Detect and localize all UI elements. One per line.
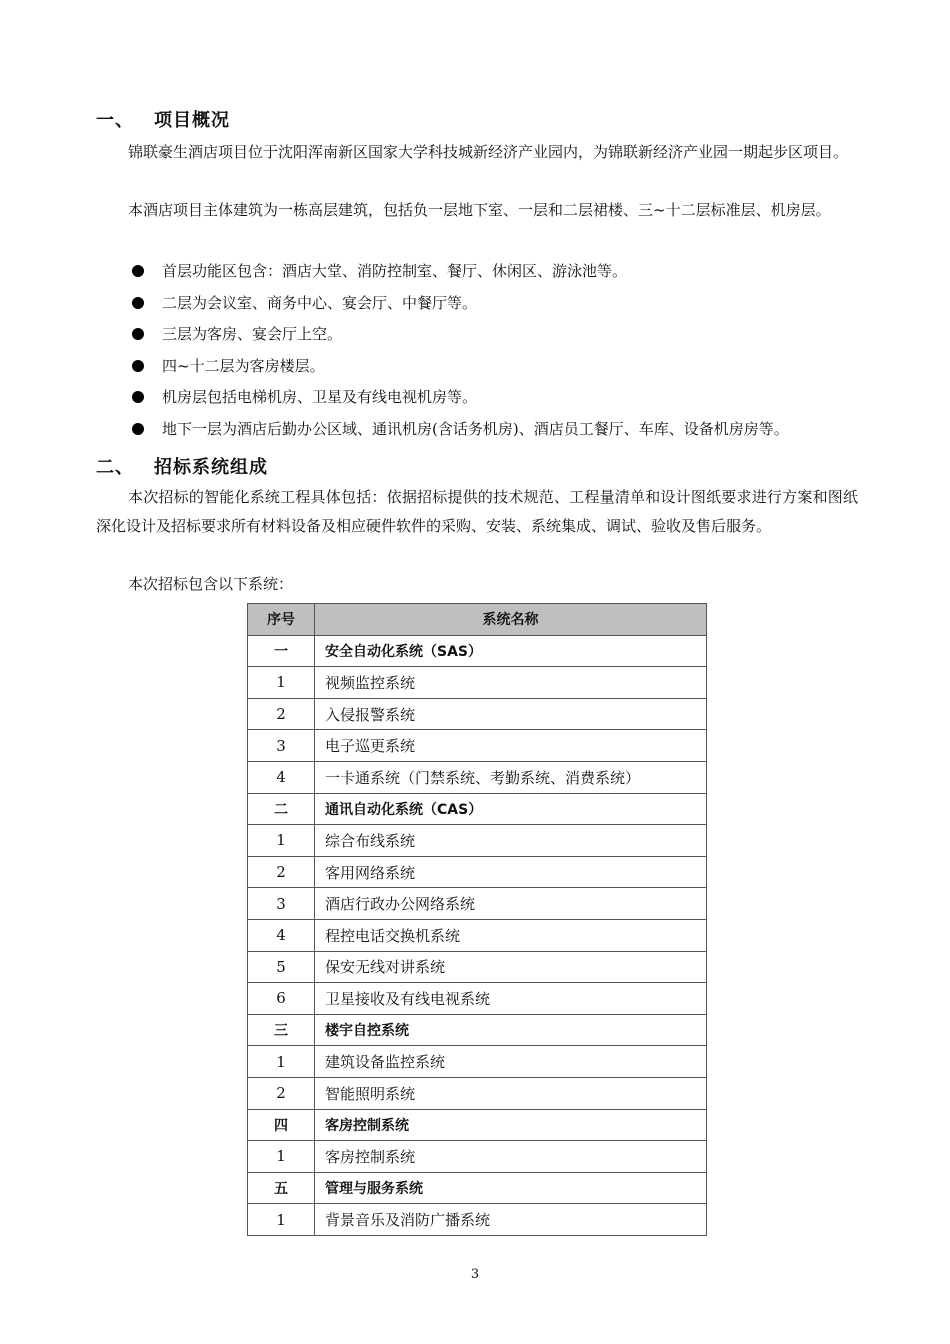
section-number: 一、 [96, 110, 134, 131]
table-row [248, 1046, 707, 1078]
table-group-row [248, 793, 707, 825]
system-name: 通讯自动化系统（CAS） [315, 793, 707, 825]
system-table [247, 603, 707, 1236]
table-row [248, 730, 707, 762]
system-name: 综合布线系统 [315, 825, 707, 857]
table-group-row [248, 1014, 707, 1046]
system-name: 酒店行政办公网络系统 [315, 888, 707, 920]
bullet-icon [132, 423, 144, 435]
column-header-number: 序号 [248, 604, 315, 636]
page-number: 3 [470, 1267, 480, 1282]
tender-paragraph-2: 本次招标包含以下系统： [128, 575, 294, 593]
overview-paragraph-2: 本酒店项目主体建筑为一栋高层建筑，包括负一层地下室、一层和二层裙楼、三~十二层标准层、机房层。 [128, 201, 831, 219]
bullet-icon [132, 391, 144, 403]
table-group-row [248, 635, 707, 667]
system-name: 客房控制系统 [315, 1109, 707, 1141]
table-body [248, 635, 707, 1235]
list-item: 二层为会议室、商务中心、宴会厅、中餐厅等。 [96, 288, 866, 320]
system-name: 一卡通系统（门禁系统、考勤系统、消费系统） [315, 761, 707, 793]
table-row [248, 856, 707, 888]
row-number: 五 [248, 1172, 315, 1204]
row-number: 1 [248, 1141, 315, 1173]
row-number: 3 [248, 888, 315, 920]
bullet-icon [132, 265, 144, 277]
table-row [248, 1141, 707, 1173]
list-item: 三层为客房、宴会厅上空。 [96, 319, 866, 351]
row-number: 1 [248, 1204, 315, 1236]
system-name: 客用网络系统 [315, 856, 707, 888]
table-row [248, 951, 707, 983]
tender-paragraph-1: 本次招标的智能化系统工程具体包括：依据招标提供的技术规范、工程量清单和设计图纸要求进行方案和图纸深化设计及招标要求所有材料设备及相应硬件软件的采购、安装、系统集成、调试、验收及售后服务。 [96, 488, 858, 535]
row-number: 三 [248, 1014, 315, 1046]
system-name: 视频监控系统 [315, 667, 707, 699]
bullet-icon [132, 297, 144, 309]
bullet-icon [132, 328, 144, 340]
function-list [96, 256, 866, 446]
column-header-name: 系统名称 [315, 604, 707, 636]
overview-paragraph-1: 锦联豪生酒店项目位于沈阳浑南新区国家大学科技城新经济产业园内，为锦联新经济产业园一期起步区项目。 [128, 143, 849, 161]
row-number: 二 [248, 793, 315, 825]
row-number: 4 [248, 761, 315, 793]
system-name: 程控电话交换机系统 [315, 919, 707, 951]
system-name: 智能照明系统 [315, 1077, 707, 1109]
table-row [248, 1077, 707, 1109]
list-item: 机房层包括电梯机房、卫星及有线电视机房等。 [96, 382, 866, 414]
row-number: 2 [248, 698, 315, 730]
system-name: 背景音乐及消防广播系统 [315, 1204, 707, 1236]
system-name: 安全自动化系统（SAS） [315, 635, 707, 667]
system-name: 客房控制系统 [315, 1141, 707, 1173]
system-name: 入侵报警系统 [315, 698, 707, 730]
section-number: 二、 [96, 457, 134, 478]
table-row [248, 825, 707, 857]
section-heading-overview [96, 106, 230, 132]
row-number: 1 [248, 1046, 315, 1078]
list-item: 四~十二层为客房楼层。 [96, 351, 866, 383]
row-number: 4 [248, 919, 315, 951]
row-number: 一 [248, 635, 315, 667]
row-number: 5 [248, 951, 315, 983]
table-row [248, 667, 707, 699]
table-row [248, 888, 707, 920]
system-name: 保安无线对讲系统 [315, 951, 707, 983]
table-group-row [248, 1109, 707, 1141]
section-title: 项目概况 [154, 110, 230, 131]
row-number: 2 [248, 856, 315, 888]
row-number: 6 [248, 983, 315, 1015]
bullet-icon [132, 360, 144, 372]
table-group-row [248, 1172, 707, 1204]
table-row [248, 919, 707, 951]
section-heading-tender [96, 453, 268, 479]
table-row [248, 698, 707, 730]
system-name: 电子巡更系统 [315, 730, 707, 762]
row-number: 3 [248, 730, 315, 762]
system-name: 建筑设备监控系统 [315, 1046, 707, 1078]
list-item: 地下一层为酒店后勤办公区域、通讯机房(含话务机房)、酒店员工餐厅、车库、设备机房房等。 [96, 414, 866, 446]
table-header-row [248, 604, 707, 636]
system-name: 管理与服务系统 [315, 1172, 707, 1204]
table-row [248, 1204, 707, 1236]
system-name: 卫星接收及有线电视系统 [315, 983, 707, 1015]
table-row [248, 761, 707, 793]
table-row [248, 983, 707, 1015]
system-name: 楼宇自控系统 [315, 1014, 707, 1046]
row-number: 2 [248, 1077, 315, 1109]
list-item: 首层功能区包含：酒店大堂、消防控制室、餐厅、休闲区、游泳池等。 [96, 256, 866, 288]
row-number: 四 [248, 1109, 315, 1141]
row-number: 1 [248, 825, 315, 857]
row-number: 1 [248, 667, 315, 699]
section-title: 招标系统组成 [154, 457, 268, 478]
